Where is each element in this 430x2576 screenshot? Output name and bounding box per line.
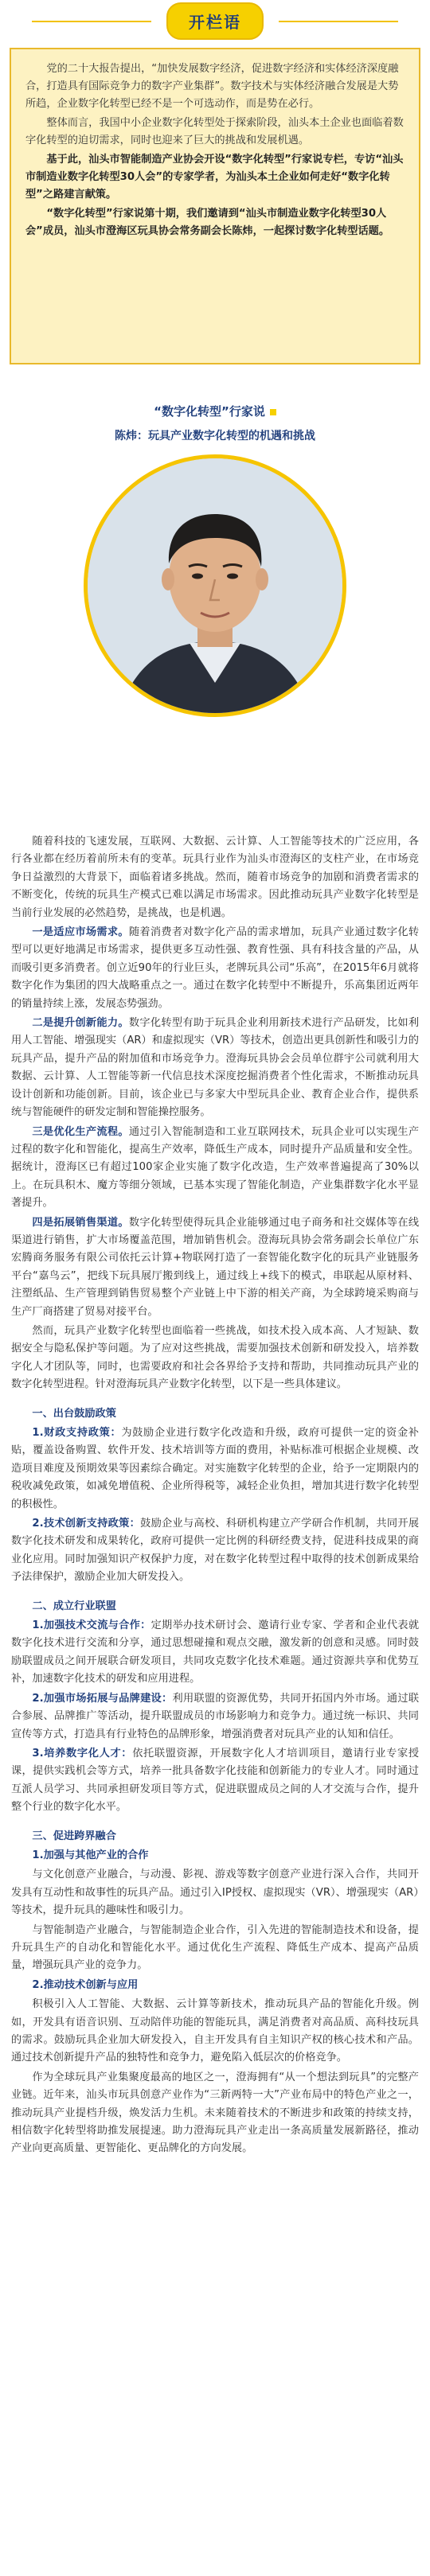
body-paragraph <box>11 2069 419 2158</box>
body-paragraph <box>11 1515 419 1587</box>
paragraph-text: 数字化转型使得玩具企业能够通过电子商务和社交媒体等在线渠道进行销售，扩大市场覆盖范围，增加销售机会。澄海玩具协会常务副会长单位广东宏腾商务服务有限公司依托云计算+物联网打造了一套智能化数字化的玩具产业链服务平台“嘉鸟云”，把线下玩具展厅搬到线上，通过线上+线下的模式，串联起从原材料、注塑纸品、生产管理到销售贸易整个产业链上中下游的相关产商，为全球跨境采购商与生产厂商搭建了贸易对接平台。 <box>11 1216 420 1318</box>
paragraph-lead: 1.财政支持政策： <box>32 1427 122 1439</box>
body-paragraph <box>11 1996 419 2067</box>
paragraph-text: 随着科技的飞速发展，互联网、大数据、云计算、人工智能等技术的广泛应用，各行各业都在经历着前所未有的变革。玩具行业作为汕头市澄海区的支柱产业，在市场竞争日益激烈的大背景下，面临着诸多挑战。然而，随着市场竞争的加剧和消费者需求的不断变化，传统的玩具生产模式已难以满足市场需求。因此推动玩具产业数字化转型是当前行业发展的必然趋势，是挑战，也是机遇。 <box>11 836 419 919</box>
paragraph-text: 然而，玩具产业数字化转型也面临着一些挑战，如技术投入成本高、人才短缺、数据安全与隐私保护等问题。为了应对这些挑战，需要加强技术创新和研发投入，培养数字化人才团队等，同时，也需要政府和社会各界给予支持和帮助，共同推动玩具产业的数字化转型进程。针对澄海玩具产业数字化转型，以下是一些具体建议。 <box>11 1324 419 1391</box>
header-band <box>0 0 430 41</box>
body-paragraph <box>11 1977 419 1994</box>
paragraph-text: 积极引入人工智能、大数据、云计算等新技术，推动玩具产品的智能化升级。例如，开发具有语音识别、互动陪伴功能的智能玩具，满足消费者对高品质、高科技玩具的需求。鼓励玩具企业加大研发投入，自主开发具有自主知识产权的核心技术和产品。通过技术创新提升产品的独特性和竞争力，避免陷入低层次的价格竞争。 <box>11 1998 419 2064</box>
paragraph-text: 数字化转型有助于玩具企业利用新技术进行产品研发，比如利用人工智能、增强现实（AR）和虚拟现实（VR）等技术，创造出更具创新性和吸引力的玩具产品，提升产品的附加值和市场竞争力。澄海玩具协会会员单位群宇公司就利用大数据、云计算、人工智能等新一代信息技术深度挖掘消费者个性化需求，不断推动玩具设计创新和功能创新。目前，该企业已与多家大中型玩具企业、教育企业合作，提供系统与智能硬件的研发定制和智能操控服务。 <box>11 1017 420 1119</box>
article-body <box>0 833 430 2158</box>
body-paragraph <box>11 1214 419 1321</box>
paragraph-lead: 1.加强与其他产业的合作 <box>32 1849 149 1861</box>
article-subtitle: 陈炜：玩具产业数字化转型的机遇和挑战 <box>115 430 315 442</box>
section-heading: 二、成立行业联盟 <box>32 1600 116 1612</box>
paragraph-text: 作为全球玩具产业集聚度最高的地区之一，澄海拥有“从一个想法到玩具”的完整产业链。近年来，汕头市玩具创意产业作为“三新两特一大”产业布局中的特色产业之一，推动玩具产业提档升级，焕发活力生机。未来随着技术的不断进步和政策的持续支持，相信数字化转型将助推发展提速。助力澄海玩具产业走出一条高质量发展新路径，推动产业向更高质量、更智能化、更品牌化的方向发展。 <box>11 2071 419 2155</box>
paragraph-lead: 二是提升创新能力。 <box>32 1017 129 1030</box>
paragraph-text: 随着消费者对数字化产品的需求增加，玩具产业通过数字化转型可以更好地满足市场需求，提供更多互动性强、教育性强、具有科技含量的产品，从而吸引更多消费者。创立近90年的行业巨头，老牌玩具公司“乐高”，在2015年6月就将数字化作为集团的四大战略重点之一。通过在数字化转型中不断提升，乐高集团近两年的销量持续上涨，发展态势强劲。 <box>11 926 420 1010</box>
body-paragraph <box>11 1015 419 1121</box>
intro-paragraph: “数字化转型”行家说第十期，我们邀请到“汕头市制造业数字化转型30人会”成员，汕头市澄海区玩具协会常务副会长陈炜，一起探讨数字化转型话题。 <box>25 208 390 237</box>
paragraph-lead: 三是优化生产流程。 <box>32 1125 129 1138</box>
paragraph-lead: 1.加强技术交流与合作： <box>32 1619 151 1632</box>
section-heading: 三、促进跨界融合 <box>32 1830 116 1842</box>
column-title-text: “数字化转型”行家说 <box>154 404 265 419</box>
intro-paragraph: 整体而言，我国中小企业数字化转型处于探索阶段，汕头本土企业也面临着数字化转型的迫切需求，同时也迎来了巨大的挑战和发展机遇。 <box>25 117 404 146</box>
paragraph-lead: 3.培养数字化人才： <box>32 1747 133 1760</box>
intro-paragraph: 基于此，汕头市智能制造产业协会开设“数字化转型”行家说专栏，专访“汕头市制造业数字化转型30人会”的专家学者，为汕头本土企业如何走好“数字化转型”之路建言献策。 <box>25 154 404 201</box>
editor-note-box <box>10 48 420 364</box>
paragraph-text: 鼓励企业与高校、科研机构建立产学研合作机制，共同开展数字化技术研发和成果转化，政府可提供一定比例的科研经费支持，促进科技成果的商业化应用。同时加强知识产权保护力度，对在数字化转型过程中取得的技术创新成果给予法律保护，激励企业加大研发投入。 <box>11 1518 420 1584</box>
section-heading: 一、出台鼓励政策 <box>32 1407 116 1420</box>
body-paragraph <box>11 1847 419 1865</box>
paragraph-text: 定期举办技术研讨会、邀请行业专家、学者和企业代表就数字化技术进行交流和分享，通过思想碰撞和观点交融，激发新的创意和灵感。同时鼓励联盟成员之间开展联合研发项目，共同攻克数字化技术难题。通过资源共享和优势互补，加速数字化技术的研发和应用进程。 <box>11 1619 420 1686</box>
portrait-photo <box>84 454 346 717</box>
body-paragraph <box>11 1690 419 1744</box>
body-paragraph <box>11 1323 419 1394</box>
body-paragraph <box>11 1866 419 1919</box>
body-paragraph <box>11 1124 419 1213</box>
paragraph-text: 通过引入智能制造和工业互联网技术，玩具企业可以实现生产过程的数字化和智能化，提高生产效率，降低生产成本，同时提升产品质量和安全性。据统计，澄海区已有超过100家企业实施了数字化改造，生产效率普遍提高了30%以上。在玩具积木、魔方等细分领域，已基本实现了智能化制造，产业集群数字化水平显著提升。 <box>11 1125 420 1210</box>
body-paragraph <box>11 1617 419 1689</box>
paragraph-text: 利用联盟的资源优势，共同开拓国内外市场。通过联合参展、品牌推广等活动，提升联盟成员的市场影响力和竞争力。通过统一标识、共同宣传等方式，打造具有行业特色的品牌形象，增强消费者对玩具产业的认知和信任。 <box>11 1692 420 1740</box>
square-bullet-icon <box>270 409 276 415</box>
paragraph-text: 与文化创意产业融合，与动漫、影视、游戏等数字创意产业进行深入合作，共同开发具有互动性和故事性的玩具产品。通过引入IP授权、虚拟现实（VR）、增强现实（AR）等技术，提升玩具的趣味性和吸引力。 <box>11 1869 419 1917</box>
body-paragraph <box>11 833 419 922</box>
column-title <box>0 403 430 419</box>
person-portrait-icon <box>88 458 342 713</box>
header-divider-left <box>32 21 151 22</box>
paragraph-lead: 2.技术创新支持政策： <box>32 1518 141 1530</box>
paragraph-lead: 2.推动技术创新与应用 <box>32 1978 139 1991</box>
paragraph-text: 与智能制造产业融合，与智能制造企业合作，引入先进的智能制造技术和设备，提升玩具生产的自动化和智能化水平。通过优化生产流程、降低生产成本、提高产品质量，增强玩具产业的竞争力。 <box>11 1923 419 1972</box>
intro-paragraph: 党的二十大报告提出，“加快发展数字经济，促进数字经济和实体经济深度融合，打造具有国际竞争力的数字产业集群”。数字技术与实体经济融合发展是大势所趋，企业数字化转型已经不是一个可选动作，而是势在必行。 <box>25 63 399 110</box>
paragraph-lead: 四是拓展销售渠道。 <box>32 1216 129 1229</box>
paragraph-lead: 2.加强市场拓展与品牌建设： <box>32 1692 173 1705</box>
header-divider-right <box>279 21 398 22</box>
body-paragraph <box>11 924 419 1013</box>
body-paragraph <box>11 1922 419 1975</box>
column-tag: 开栏语 <box>166 2 264 40</box>
body-paragraph <box>11 1424 419 1514</box>
paragraph-lead: 一是适应市场需求。 <box>32 926 129 939</box>
body-paragraph <box>11 1745 419 1817</box>
paragraph-text: 依托联盟资源，开展数字化人才培训项目，邀请行业专家授课，提供实践机会等方式，培养一批具备数字化技能和创新能力的专业人才。同时通过互派人员学习、共同承担研发项目等方式，促进联盟成员之间的人才交流与合作，提升整个行业的数字化水平。 <box>11 1747 420 1814</box>
paragraph-text: 为鼓励企业进行数字化改造和升级，政府可提供一定的资金补贴，覆盖设备购置、软件开发、技术培训等方面的费用，补贴标准可根据企业规模、改造项目难度及预期效果等因素综合确定。对实施数字化转型的企业，给予一定期限内的税收减免政策，如减免增值税、企业所得税等，减轻企业负担，增加其进行数字化转型的积极性。 <box>11 1427 419 1510</box>
